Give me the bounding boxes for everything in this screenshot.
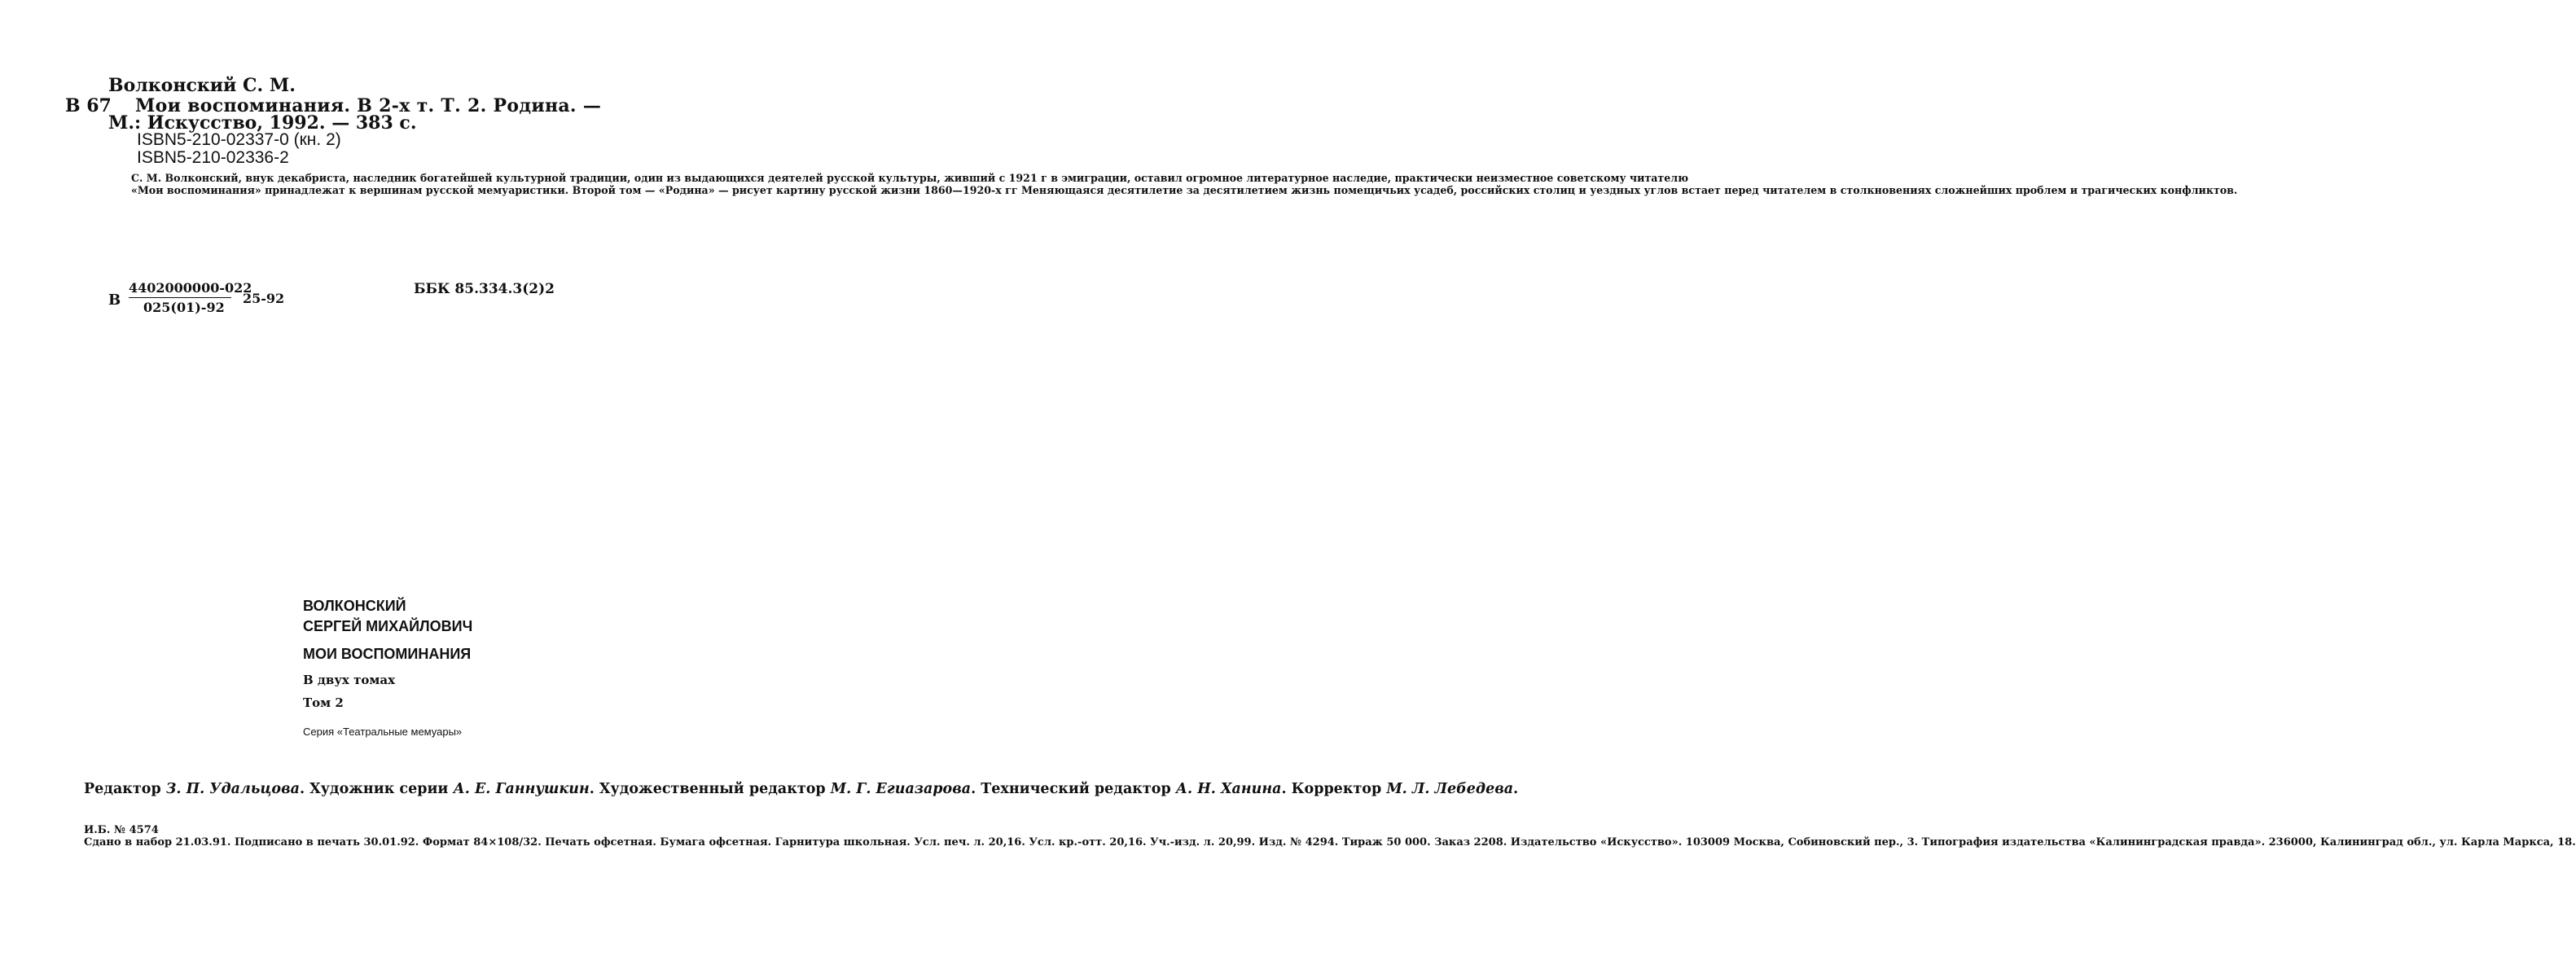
publisher-line: М.: Искусство, 1992. — 383 с. xyxy=(108,112,417,134)
artist-name: А. Е. Ганнушкин xyxy=(453,781,590,797)
art-editor-name: М. Г. Егиазарова xyxy=(830,781,972,797)
editor-label: Редактор xyxy=(84,781,166,797)
index-letter: В xyxy=(108,292,121,309)
credits xyxy=(84,781,1519,797)
author-given-names: СЕРГЕЙ МИХАЙЛОВИЧ xyxy=(303,618,473,634)
art-editor-label: . Художественный редактор xyxy=(589,781,831,797)
fraction-divider xyxy=(129,297,231,298)
index-side: 25-92 xyxy=(243,291,285,306)
annotation xyxy=(108,172,2238,196)
credits-paragraph xyxy=(84,781,1519,797)
credits-end: . xyxy=(1513,781,1519,797)
editor-name: З. П. Удальцова xyxy=(165,781,300,797)
bbk-code: ББК 85.334.3(2)2 xyxy=(414,281,555,297)
tech-editor-name: А. Н. Ханина xyxy=(1175,781,1282,797)
classification-code: В 67 xyxy=(65,95,112,116)
annotation-paragraph: С. М. Волконский, внук декабриста, наследник богатейшей культурной традиции, один из выдающихся деятелей русской культуры, живший с 1921 г в эмиграции, оставил огромное литературное наследие, практически неизместное советскому читателю xyxy=(131,172,1689,184)
author-heading: Волконский С. М. xyxy=(108,75,296,96)
artist-label: . Художник серии xyxy=(299,781,454,797)
colophon xyxy=(84,824,2576,849)
tech-editor-label: . Технический редактор xyxy=(971,781,1176,797)
index-denominator: 025(01)-92 xyxy=(143,300,225,315)
series-name: Серия «Театральные мемуары» xyxy=(303,726,463,738)
volume-number: Том 2 xyxy=(303,695,344,710)
corrector-label: . Корректор xyxy=(1281,781,1387,797)
volumes-note: В двух томах xyxy=(303,673,396,687)
main-title: МОИ ВОСПОМИНАНИЯ xyxy=(303,646,472,662)
index-numerator: 4402000000-022 xyxy=(129,280,252,296)
book-title-line: Мои воспоминания. В 2-х т. Т. 2. Родина. — xyxy=(135,95,602,116)
ib-number: И.Б. № 4574 xyxy=(84,824,159,836)
corrector-name: М. Л. Лебедева xyxy=(1386,781,1514,797)
isbn-volume: ISBN5-210-02337-0 (кн. 2) xyxy=(137,130,341,149)
isbn-set: ISBN5-210-02336-2 xyxy=(137,148,289,167)
annotation-paragraph: «Мои воспоминания» принадлежат к вершинам русской мемуаристики. Второй том — «Родина» — рисует картину русской жизни 1860—1920-х гг Меняющаяся десятилетие за десятилетием жизнь помещичьих усадеб, российских столиц и уездных углов встает перед читателем в столкновениях сложнейших проблем и трагических конфликтов. xyxy=(131,183,2238,196)
author-surname: ВОЛКОНСКИЙ xyxy=(303,598,406,614)
print-details: Сдано в набор 21.03.91. Подписано в печать 30.01.92. Формат 84×108/32. Печать офсетная. Бумага офсетная. Гарнитура школьная. Усл. печ. л. 20,16. Усл. кр.-отт. 20,16. Уч.-изд. л. 20,99. Изд. № 4294. Тираж 50 000. Заказ 2208. Издательство «Искусство». 103009 Москва, Собиновский пер., 3. Типография издательства «Калининградская правда». 236000, Калининград обл., ул. Карла Маркса, 18. xyxy=(84,835,2576,849)
